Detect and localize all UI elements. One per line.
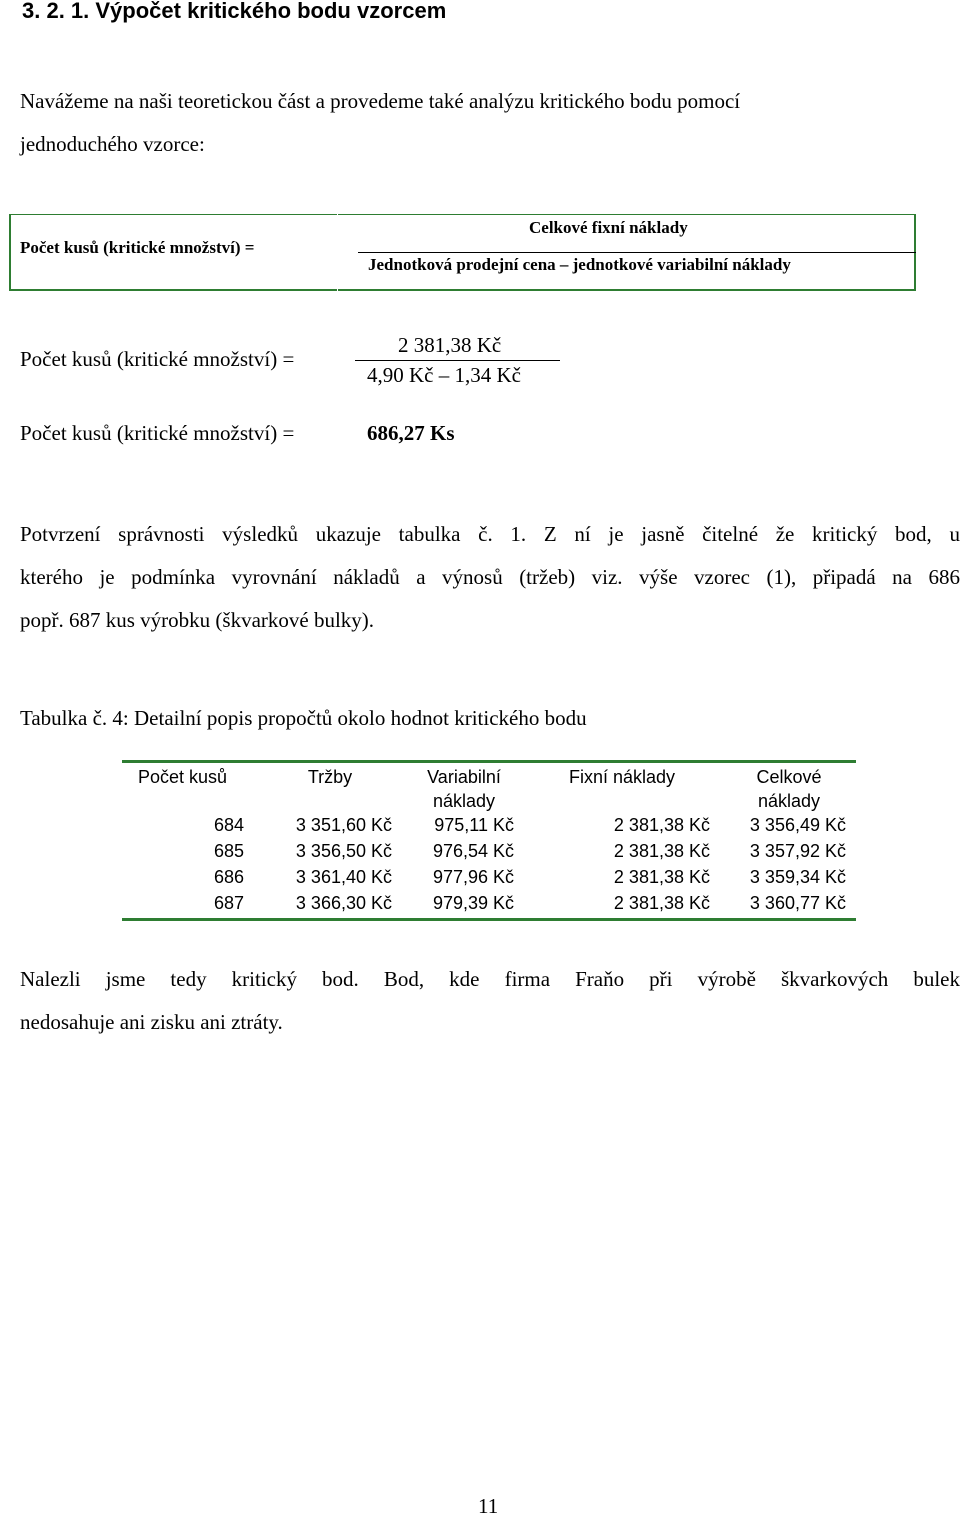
header-variable-1: Variabilní bbox=[427, 767, 501, 787]
result-label: Počet kusů (kritické množství) = bbox=[20, 421, 295, 445]
calculation-denominator: 4,90 Kč – 1,34 Kč bbox=[367, 363, 521, 387]
verification-line-2: kterého je podmínka vyrovnání nákladů a výnosů (tržeb) viz. výše vzorec (1), připadá na 686 bbox=[20, 565, 960, 589]
table-cell-count: 686 bbox=[213, 867, 244, 887]
table-cell-fixed: 2 381,38 Kč bbox=[613, 815, 710, 835]
table-cell-fixed: 2 381,38 Kč bbox=[613, 867, 710, 887]
header-fixed: Fixní náklady bbox=[568, 767, 676, 787]
header-revenue: Tržby bbox=[307, 767, 353, 787]
table-cell-count: 684 bbox=[213, 815, 244, 835]
conclusion-line-1: Nalezli jsme tedy kritický bod. Bod, kde firma Fraňo při výrobě škvarkových bulek bbox=[20, 967, 960, 991]
table-cell-variable: 979,39 Kč bbox=[432, 893, 514, 913]
formula-numerator: Celkové fixní náklady bbox=[529, 218, 688, 237]
table-cell-total: 3 357,92 Kč bbox=[749, 841, 846, 861]
table-cell-count: 687 bbox=[213, 893, 244, 913]
table-bottom-rule bbox=[122, 918, 856, 921]
table-cell-revenue: 3 366,30 Kč bbox=[295, 893, 392, 913]
header-variable-2: náklady bbox=[432, 791, 496, 811]
table-cell-variable: 977,96 Kč bbox=[432, 867, 514, 887]
table-cell-total: 3 356,49 Kč bbox=[749, 815, 846, 835]
table-cell-count: 685 bbox=[213, 841, 244, 861]
calculation-label: Počet kusů (kritické množství) = bbox=[20, 347, 295, 371]
section-heading: 3. 2. 1. Výpočet kritického bodu vzorcem bbox=[22, 0, 447, 23]
result-value: 686,27 Ks bbox=[367, 421, 455, 445]
page-number: 11 bbox=[478, 1494, 499, 1518]
header-total-1: Celkové bbox=[756, 767, 822, 787]
formula-fraction-bar bbox=[358, 252, 916, 253]
table-cell-revenue: 3 361,40 Kč bbox=[295, 867, 392, 887]
table-cell-variable: 976,54 Kč bbox=[432, 841, 514, 861]
calculation-fraction-bar bbox=[355, 360, 560, 361]
header-count: Počet kusů bbox=[138, 767, 228, 787]
table-cell-revenue: 3 356,50 Kč bbox=[295, 841, 392, 861]
intro-line-2: jednoduchého vzorce: bbox=[20, 132, 205, 156]
formula-left-label: Počet kusů (kritické množství) = bbox=[20, 238, 255, 257]
table-caption: Tabulka č. 4: Detailní popis propočtů okolo hodnot kritického bodu bbox=[20, 706, 587, 730]
calculation-numerator: 2 381,38 Kč bbox=[398, 333, 502, 357]
header-total-2: náklady bbox=[757, 791, 821, 811]
table-cell-variable: 975,11 Kč bbox=[434, 815, 514, 835]
verification-line-3: popř. 687 kus výrobku (škvarkové bulky). bbox=[20, 608, 375, 632]
formula-denominator: Jednotková prodejní cena – jednotkové variabilní náklady bbox=[368, 255, 791, 274]
table-top-rule bbox=[122, 760, 856, 763]
table-cell-fixed: 2 381,38 Kč bbox=[613, 841, 710, 861]
conclusion-line-2: nedosahuje ani zisku ani ztráty. bbox=[20, 1010, 283, 1034]
table-cell-total: 3 360,77 Kč bbox=[749, 893, 846, 913]
verification-line-1: Potvrzení správnosti výsledků ukazuje tabulka č. 1. Z ní je jasně čitelné že kritický bod, u bbox=[20, 522, 960, 546]
table-cell-total: 3 359,34 Kč bbox=[749, 867, 846, 887]
table-cell-revenue: 3 351,60 Kč bbox=[295, 815, 392, 835]
intro-line-1: Navážeme na naši teoretickou část a provedeme také analýzu kritického bodu pomocí bbox=[20, 89, 741, 113]
table-cell-fixed: 2 381,38 Kč bbox=[613, 893, 710, 913]
